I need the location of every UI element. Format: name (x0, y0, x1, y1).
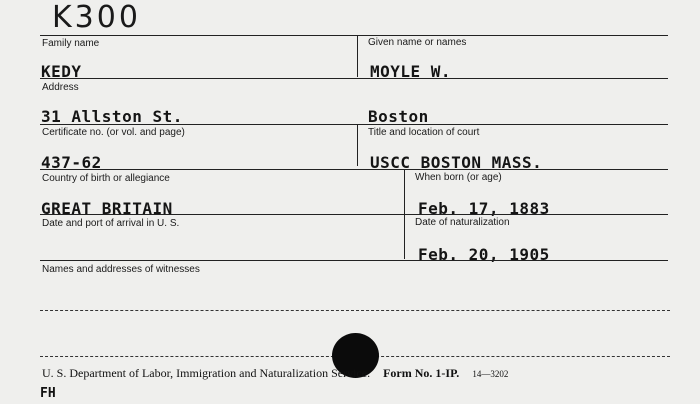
court-label: Title and location of court (368, 127, 480, 138)
form-code: 14—3202 (472, 369, 509, 379)
naturalization-date-label: Date of naturalization (415, 217, 510, 228)
card-number (52, 0, 141, 35)
witness-line-1 (40, 310, 670, 311)
rule-top (40, 35, 668, 36)
stamp-initials: FH (40, 386, 56, 401)
rule-4 (40, 169, 668, 170)
when-born-value: Feb. 17, 1883 (418, 199, 550, 218)
arrival-label: Date and port of arrival in U. S. (42, 218, 180, 229)
department-text: U. S. Department of Labor, Immigration and Naturalization Service. (42, 366, 371, 380)
divider-name (357, 35, 358, 77)
certificate-value: 437-62 (41, 153, 102, 172)
form-number: Form No. 1-IP. (383, 366, 460, 380)
address-value: 31 Allston St. (41, 107, 183, 126)
rule-2 (40, 78, 668, 79)
family-name-value: KEDY (41, 62, 82, 81)
rule-5 (40, 214, 668, 215)
address-city: Boston (368, 107, 429, 126)
certificate-label: Certificate no. (or vol. and page) (42, 127, 185, 138)
given-name-label: Given name or names (368, 37, 467, 48)
family-name-label: Family name (42, 38, 100, 49)
footer (42, 366, 508, 381)
divider-cert (357, 124, 358, 166)
rule-3 (40, 124, 668, 125)
card-number-text: K300 (52, 0, 141, 35)
address-label: Address (42, 82, 79, 93)
court-value: USCC BOSTON MASS. (370, 153, 543, 172)
when-born-label: When born (or age) (415, 172, 502, 183)
naturalization-date-value: Feb. 20, 1905 (418, 245, 550, 264)
country-value: GREAT BRITAIN (41, 199, 173, 218)
country-label: Country of birth or allegiance (42, 173, 170, 184)
given-name-value: MOYLE W. (370, 62, 452, 81)
rule-6 (40, 260, 668, 261)
witnesses-label: Names and addresses of witnesses (42, 264, 200, 275)
